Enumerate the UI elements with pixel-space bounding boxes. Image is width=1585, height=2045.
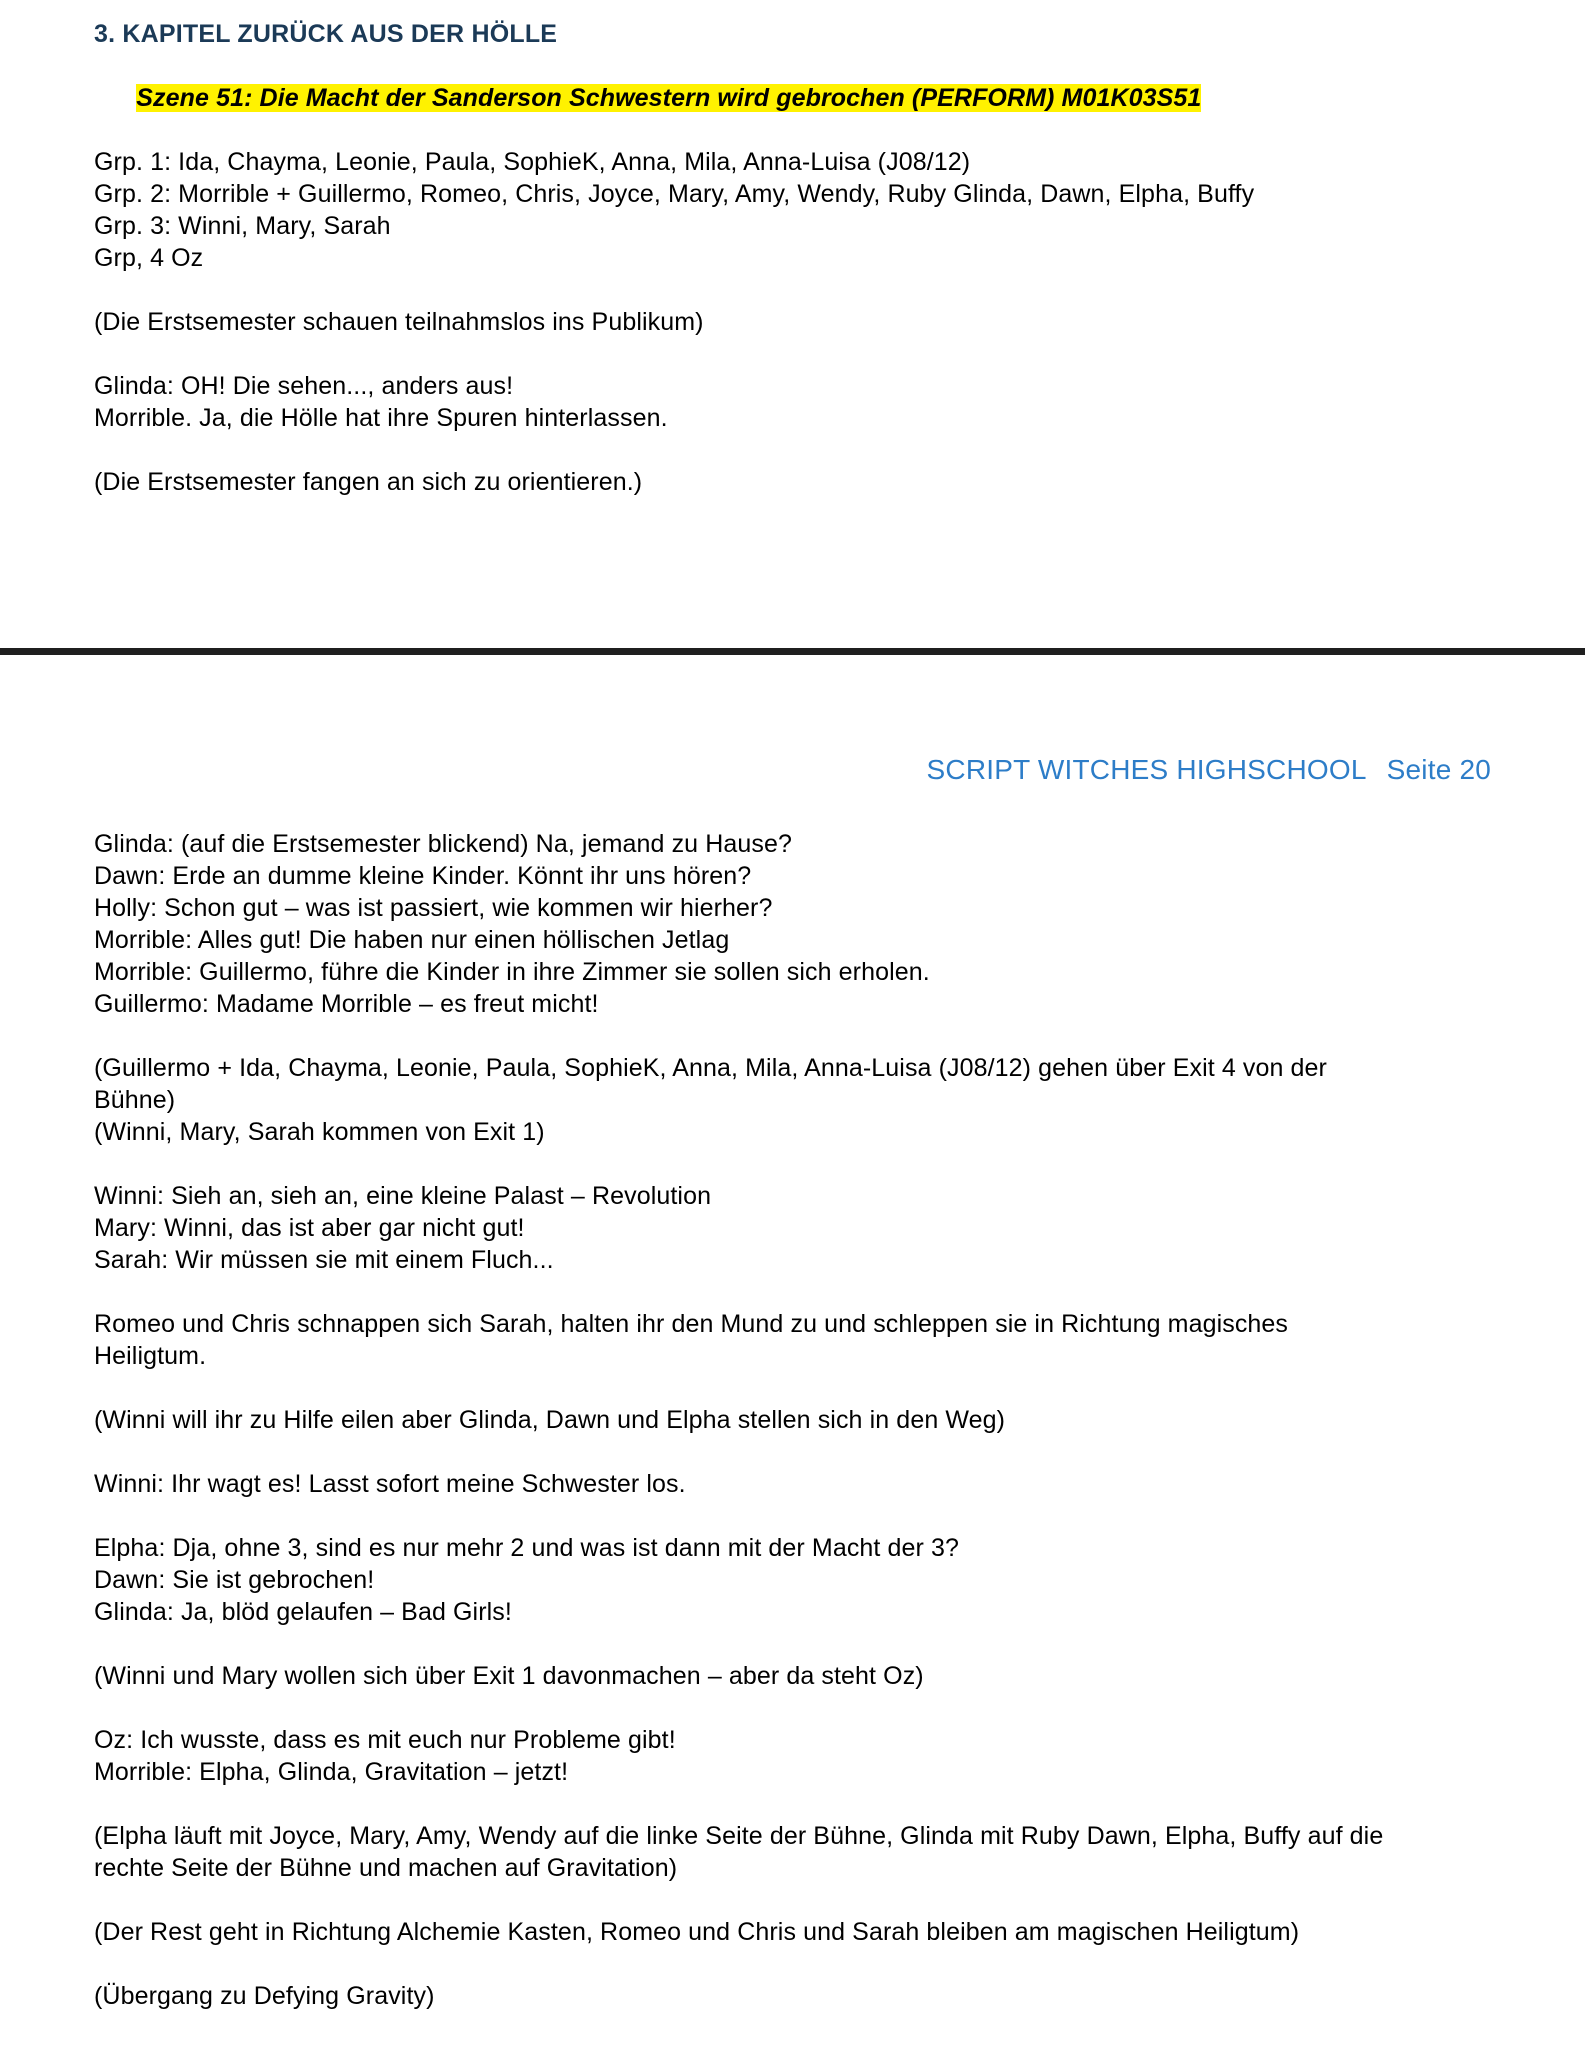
page-number: Seite 20 <box>1386 754 1491 785</box>
paragraph-gap <box>94 1372 1494 1404</box>
stage-direction: rechte Seite der Bühne und machen auf Gravitation) <box>94 1854 678 1882</box>
dialogue-line: Dawn: Erde an dumme kleine Kinder. Könnt ihr uns hören? <box>94 862 752 890</box>
paragraph-gap <box>94 338 1494 370</box>
dialogue-line: Sarah: Wir müssen sie mit einem Fluch... <box>94 1246 554 1274</box>
stage-direction: (Der Rest geht in Richtung Alchemie Kasten, Romeo und Chris und Sarah bleiben am magischen Heiligtum) <box>94 1918 1300 1946</box>
page-header <box>927 753 1491 787</box>
stage-direction: (Elpha läuft mit Joyce, Mary, Amy, Wendy auf die linke Seite der Bühne, Glinda mit Ruby Dawn, Elpha, Buffy auf die <box>94 1822 1384 1850</box>
stage-direction: (Übergang zu Defying Gravity) <box>94 1982 435 2010</box>
dialogue-line: Winni: Ihr wagt es! Lasst sofort meine Schwester los. <box>94 1470 686 1498</box>
paragraph-gap <box>94 1148 1494 1180</box>
dialogue-line: Elpha: Dja, ohne 3, sind es nur mehr 2 und was ist dann mit der Macht der 3? <box>94 1534 960 1562</box>
dialogue-line: Winni: Sieh an, sieh an, eine kleine Palast – Revolution <box>94 1182 712 1210</box>
stage-direction: (Winni und Mary wollen sich über Exit 1 davonmachen – aber da steht Oz) <box>94 1662 924 1690</box>
dialogue-line: Guillermo: Madame Morrible – es freut micht! <box>94 990 599 1018</box>
stage-direction: (Winni will ihr zu Hilfe eilen aber Glinda, Dawn und Elpha stellen sich in den Weg) <box>94 1406 1006 1434</box>
stage-direction: Bühne) <box>94 1086 176 1114</box>
dialogue-line: Glinda: Ja, blöd gelaufen – Bad Girls! <box>94 1598 512 1626</box>
dialogue-line: Holly: Schon gut – was ist passiert, wie kommen wir hierher? <box>94 894 773 922</box>
paragraph-gap <box>94 1500 1494 1532</box>
page-break-divider <box>0 648 1585 655</box>
stage-direction: (Winni, Mary, Sarah kommen von Exit 1) <box>94 1118 545 1146</box>
stage-direction: Romeo und Chris schnappen sich Sarah, halten ihr den Mund zu und schleppen sie in Richtung magisches <box>94 1310 1289 1338</box>
page-section-bottom <box>0 662 1585 2045</box>
scene-title: Szene 51: Die Macht der Sanderson Schwestern wird gebrochen (PERFORM) M01K03S51 <box>136 84 1202 112</box>
chapter-title: 3. KAPITEL ZURÜCK AUS DER HÖLLE <box>94 20 558 48</box>
dialogue-line: Dawn: Sie ist gebrochen! <box>94 1566 375 1594</box>
dialogue-line: Morrible: Guillermo, führe die Kinder in ihre Zimmer sie sollen sich erholen. <box>94 958 930 986</box>
group-line: Grp. 2: Morrible + Guillermo, Romeo, Chris, Joyce, Mary, Amy, Wendy, Ruby Glinda, Dawn, Elpha, Buffy <box>94 180 1255 208</box>
scene-title-line <box>94 50 1494 146</box>
dialogue-line: Mary: Winni, das ist aber gar nicht gut! <box>94 1214 525 1242</box>
dialogue-line: Glinda: (auf die Erstsemester blickend) Na, jemand zu Hause? <box>94 830 792 858</box>
paragraph-gap <box>94 274 1494 306</box>
paragraph-gap <box>94 1020 1494 1052</box>
bottom-content <box>94 828 1494 2012</box>
stage-direction: (Guillermo + Ida, Chayma, Leonie, Paula, SophieK, Anna, Mila, Anna-Luisa (J08/12) gehen über Exit 4 von der <box>94 1054 1327 1082</box>
paragraph-gap <box>94 1692 1494 1724</box>
script-title: SCRIPT WITCHES HIGHSCHOOL <box>926 754 1367 785</box>
stage-direction: Heiligtum. <box>94 1342 207 1370</box>
stage-direction: (Die Erstsemester fangen an sich zu orientieren.) <box>94 468 643 496</box>
paragraph-gap <box>94 1276 1494 1308</box>
paragraph-gap <box>94 1948 1494 1980</box>
paragraph-gap <box>94 1884 1494 1916</box>
group-line: Grp. 3: Winni, Mary, Sarah <box>94 212 391 240</box>
dialogue-line: Morrible: Alles gut! Die haben nur einen höllischen Jetlag <box>94 926 730 954</box>
top-content <box>94 18 1494 498</box>
paragraph-gap <box>94 434 1494 466</box>
page-section-top <box>0 0 1585 648</box>
dialogue-line: Oz: Ich wusste, dass es mit euch nur Probleme gibt! <box>94 1726 676 1754</box>
paragraph-gap <box>94 1436 1494 1468</box>
paragraph-gap <box>94 1788 1494 1820</box>
dialogue-line: Morrible: Elpha, Glinda, Gravitation – jetzt! <box>94 1758 569 1786</box>
group-line: Grp, 4 Oz <box>94 244 204 272</box>
paragraph-gap <box>94 1628 1494 1660</box>
dialogue-line: Glinda: OH! Die sehen..., anders aus! <box>94 372 514 400</box>
dialogue-line: Morrible. Ja, die Hölle hat ihre Spuren hinterlassen. <box>94 404 668 432</box>
group-line: Grp. 1: Ida, Chayma, Leonie, Paula, SophieK, Anna, Mila, Anna-Luisa (J08/12) <box>94 148 971 176</box>
stage-direction: (Die Erstsemester schauen teilnahmslos ins Publikum) <box>94 308 704 336</box>
